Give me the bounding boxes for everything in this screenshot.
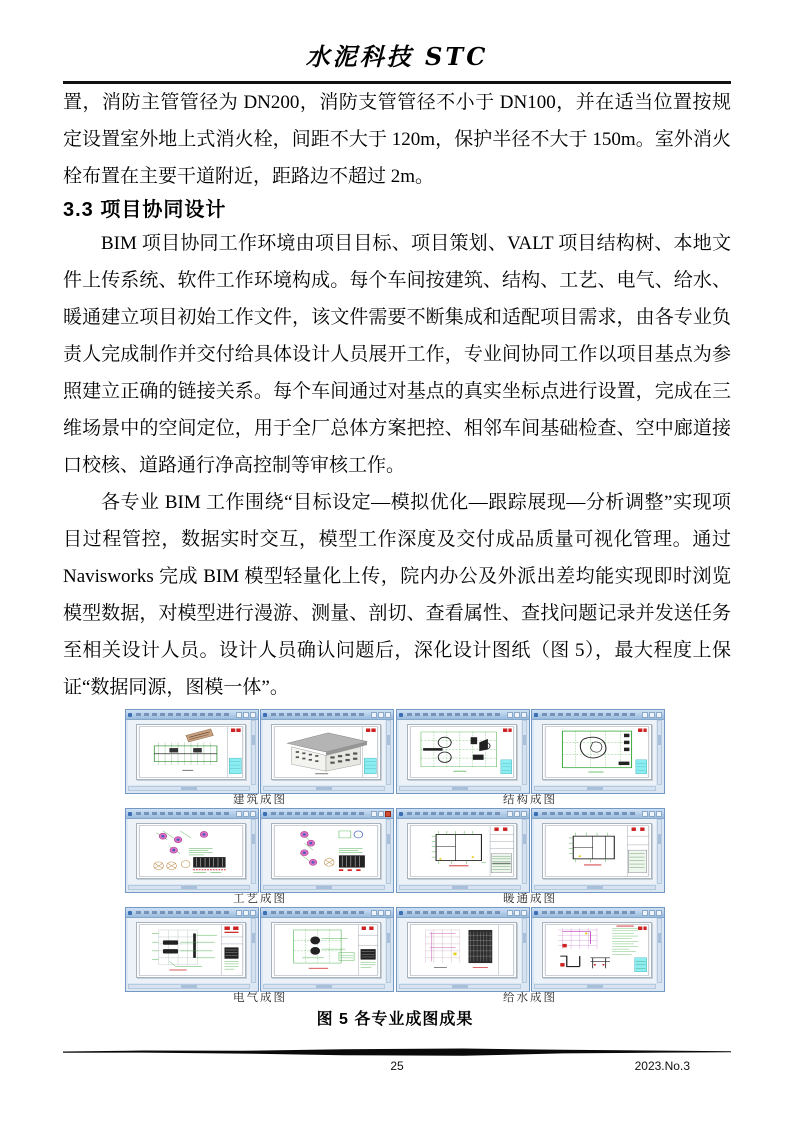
- section-heading-3-3: 3.3 项目协同设计: [63, 199, 227, 221]
- maximize-button[interactable]: [514, 712, 520, 718]
- paragraph-fire-protection: 置，消防主管管径为 DN200，消防支管管径不小于 DN100，并在适当位置按规定设置室外地上式消火栓，间距不大于 120m，保护半径不大于 150m。室外消火栓布置在主要干道附近，距路边不超过 2m。: [63, 92, 731, 187]
- cad-canvas: [128, 819, 250, 884]
- vertical-scrollbar[interactable]: [251, 918, 256, 983]
- cad-window-titlebar: [126, 908, 258, 918]
- cad-app-icon: [128, 812, 132, 816]
- cad-window-titlebar: [261, 809, 393, 819]
- close-button[interactable]: [521, 811, 527, 817]
- cad-canvas: [399, 918, 521, 983]
- cad-window-hvac-1: [396, 808, 530, 893]
- architecture-pair: [125, 709, 394, 794]
- cad-window-titlebar: [126, 710, 258, 720]
- cad-app-icon: [128, 713, 132, 717]
- structure-pair: [396, 709, 665, 794]
- maximize-button[interactable]: [243, 910, 249, 916]
- cad-app-icon: [534, 812, 538, 816]
- cad-canvas: [399, 720, 521, 785]
- cad-window-title-text: [136, 911, 232, 914]
- issue-number: 2023.No.3: [634, 1059, 690, 1073]
- cad-window-architecture-plan: [125, 709, 259, 794]
- cad-window-title-text: [407, 911, 503, 914]
- cad-canvas: [399, 819, 521, 884]
- cad-canvas: [128, 720, 250, 785]
- minimize-button[interactable]: [371, 712, 377, 718]
- minimize-button[interactable]: [507, 811, 513, 817]
- horizontal-scrollbar[interactable]: [399, 786, 521, 791]
- cad-window-title-text: [271, 911, 367, 914]
- minimize-button[interactable]: [642, 910, 648, 916]
- minimize-button[interactable]: [236, 811, 242, 817]
- minimize-button[interactable]: [642, 712, 648, 718]
- close-button[interactable]: [656, 811, 662, 817]
- cad-canvas: [263, 720, 385, 785]
- drawing-sheet: [271, 724, 381, 780]
- drawing-sheet: [271, 922, 381, 978]
- figure-row-1-labels: [125, 794, 665, 807]
- cad-window-title-text: [136, 713, 232, 716]
- drawing-sheet: [407, 823, 517, 879]
- vertical-scrollbar[interactable]: [657, 720, 662, 785]
- cad-canvas: [128, 918, 250, 983]
- close-button[interactable]: [656, 712, 662, 718]
- cad-window-electrical-2: [260, 907, 394, 992]
- cad-window-titlebar: [397, 809, 529, 819]
- close-button[interactable]: [521, 910, 527, 916]
- horizontal-scrollbar[interactable]: [128, 786, 250, 791]
- maximize-button[interactable]: [649, 910, 655, 916]
- cad-app-icon: [399, 812, 403, 816]
- horizontal-scrollbar[interactable]: [263, 786, 385, 791]
- maximize-button[interactable]: [243, 712, 249, 718]
- journal-title: 水泥科技 STC: [305, 42, 489, 71]
- drawing-sheet: [271, 823, 381, 879]
- drawing-sheet: [136, 922, 246, 978]
- vertical-scrollbar[interactable]: [251, 720, 256, 785]
- vertical-scrollbar[interactable]: [386, 720, 391, 785]
- close-button[interactable]: [656, 910, 662, 916]
- page-header: [63, 0, 731, 84]
- cad-window-title-text: [136, 812, 232, 815]
- label-hvac: 暖通成图: [503, 893, 557, 905]
- horizontal-scrollbar[interactable]: [399, 885, 521, 890]
- close-button[interactable]: [385, 712, 391, 718]
- paragraph-bim-environment: BIM 项目协同工作环境由项目目标、项目策划、VALT 项目结构树、本地文件上传系统、软件工作环境构成。每个车间按建筑、结构、工艺、电气、给水、暖通建立项目初始工作文件，该文件需要不断集成和适配项目需求，由各专业负责人完成制作并交付给具体设计人员展开工作，专业间协同工作以项目基点为参照建立正确的链接关系。每个车间通过对基点的真实坐标点进行设置，完成在三维场景中的空间定位，用于全厂总体方案把控、相邻车间基础检查、空中廊道接口校核、道路通行净高控制等审核工作。: [63, 233, 731, 476]
- maximize-button[interactable]: [378, 811, 384, 817]
- label-process: 工艺成图: [233, 893, 287, 905]
- close-button[interactable]: [385, 910, 391, 916]
- figure-5: [125, 709, 665, 1030]
- cad-window-process-2: [260, 808, 394, 893]
- cad-window-titlebar: [532, 809, 664, 819]
- drawing-sheet: [542, 922, 652, 978]
- close-button[interactable]: [521, 712, 527, 718]
- vertical-scrollbar[interactable]: [386, 918, 391, 983]
- paragraph-bim-workflow: 各专业 BIM 工作围绕“目标设定—模拟优化—跟踪展现—分析调整”实现项目过程管控，数据实时交互，模型工作深度及交付成品质量可视化管理。通过 Navisworks 完成 BIM 模型轻量化上传，院内办公及外派出差均能实现即时浏览模型数据，对模型进行漫游、测量、剖切、查看属性、查找问题记录并发送任务至相关设计人员。设计人员确认问题后，深化设计图纸（图 5），最大程度上保证“数据同源，图模一体”。: [63, 492, 731, 698]
- cad-canvas: [534, 819, 656, 884]
- figure-row-2: [125, 808, 665, 893]
- cad-window-title-text: [407, 812, 503, 815]
- water-pair: [396, 907, 665, 992]
- vertical-scrollbar[interactable]: [657, 918, 662, 983]
- drawing-sheet: [136, 724, 246, 780]
- vertical-scrollbar[interactable]: [657, 819, 662, 884]
- cad-app-icon: [534, 911, 538, 915]
- vertical-scrollbar[interactable]: [251, 819, 256, 884]
- hvac-pair: [396, 808, 665, 893]
- cad-window-title-text: [542, 713, 638, 716]
- label-architecture: 建筑成图: [233, 794, 287, 806]
- close-button[interactable]: [250, 910, 256, 916]
- close-button[interactable]: [250, 712, 256, 718]
- cad-window-titlebar: [261, 710, 393, 720]
- horizontal-scrollbar[interactable]: [128, 984, 250, 989]
- close-button[interactable]: [385, 811, 391, 817]
- cad-window-structure-plan-2: [531, 709, 665, 794]
- cad-window-title-text: [271, 812, 367, 815]
- cad-app-icon: [399, 911, 403, 915]
- cad-window-titlebar: [532, 710, 664, 720]
- cad-window-title-text: [271, 713, 367, 716]
- horizontal-scrollbar[interactable]: [399, 984, 521, 989]
- maximize-button[interactable]: [378, 910, 384, 916]
- horizontal-scrollbar[interactable]: [128, 885, 250, 890]
- label-water: 给水成图: [503, 992, 557, 1004]
- cad-app-icon: [263, 812, 267, 816]
- cad-canvas: [263, 819, 385, 884]
- figure-row-3-labels: [125, 992, 665, 1005]
- cad-app-icon: [263, 713, 267, 717]
- cad-window-water-1: [396, 907, 530, 992]
- cad-app-icon: [128, 911, 132, 915]
- page-footer: [63, 1048, 731, 1075]
- label-structure: 结构成图: [503, 794, 557, 806]
- page-number: 25: [390, 1059, 404, 1073]
- drawing-sheet: [407, 724, 517, 780]
- cad-app-icon: [399, 713, 403, 717]
- cad-window-process-1: [125, 808, 259, 893]
- horizontal-scrollbar[interactable]: [534, 885, 656, 890]
- cad-window-architecture-3d: [260, 709, 394, 794]
- label-electrical: 电气成图: [233, 992, 287, 1004]
- cad-window-titlebar: [532, 908, 664, 918]
- maximize-button[interactable]: [514, 910, 520, 916]
- cad-window-titlebar: [397, 908, 529, 918]
- horizontal-scrollbar[interactable]: [263, 885, 385, 890]
- figure-row-3: [125, 907, 665, 992]
- horizontal-scrollbar[interactable]: [263, 984, 385, 989]
- cad-window-title-text: [407, 713, 503, 716]
- drawing-sheet: [542, 724, 652, 780]
- electrical-pair: [125, 907, 394, 992]
- footer-texts: [63, 1059, 731, 1075]
- minimize-button[interactable]: [507, 910, 513, 916]
- horizontal-scrollbar[interactable]: [534, 984, 656, 989]
- maximize-button[interactable]: [514, 811, 520, 817]
- cad-window-titlebar: [126, 809, 258, 819]
- maximize-button[interactable]: [243, 811, 249, 817]
- vertical-scrollbar[interactable]: [522, 720, 527, 785]
- close-button[interactable]: [250, 811, 256, 817]
- cad-canvas: [534, 918, 656, 983]
- cad-window-title-text: [542, 911, 638, 914]
- cad-window-hvac-2: [531, 808, 665, 893]
- vertical-scrollbar[interactable]: [522, 819, 527, 884]
- vertical-scrollbar[interactable]: [386, 819, 391, 884]
- maximize-button[interactable]: [378, 712, 384, 718]
- drawing-sheet: [136, 823, 246, 879]
- figure-row-1: [125, 709, 665, 794]
- cad-app-icon: [263, 911, 267, 915]
- drawing-sheet: [542, 823, 652, 879]
- minimize-button[interactable]: [507, 712, 513, 718]
- horizontal-scrollbar[interactable]: [534, 786, 656, 791]
- minimize-button[interactable]: [642, 811, 648, 817]
- maximize-button[interactable]: [649, 712, 655, 718]
- cad-window-water-2: [531, 907, 665, 992]
- minimize-button[interactable]: [371, 910, 377, 916]
- process-pair: [125, 808, 394, 893]
- minimize-button[interactable]: [236, 712, 242, 718]
- figure-row-2-labels: [125, 893, 665, 906]
- cad-window-structure-plan-1: [396, 709, 530, 794]
- vertical-scrollbar[interactable]: [522, 918, 527, 983]
- cad-app-icon: [534, 713, 538, 717]
- maximize-button[interactable]: [649, 811, 655, 817]
- footer-rule: [63, 1048, 731, 1057]
- cad-window-titlebar: [261, 908, 393, 918]
- cad-window-electrical-1: [125, 907, 259, 992]
- cad-canvas: [534, 720, 656, 785]
- figure-caption: 图 5 各专业成图成果: [316, 1011, 474, 1028]
- cad-window-titlebar: [397, 710, 529, 720]
- minimize-button[interactable]: [236, 910, 242, 916]
- cad-window-title-text: [542, 812, 638, 815]
- drawing-sheet: [407, 922, 517, 978]
- minimize-button[interactable]: [371, 811, 377, 817]
- cad-canvas: [263, 918, 385, 983]
